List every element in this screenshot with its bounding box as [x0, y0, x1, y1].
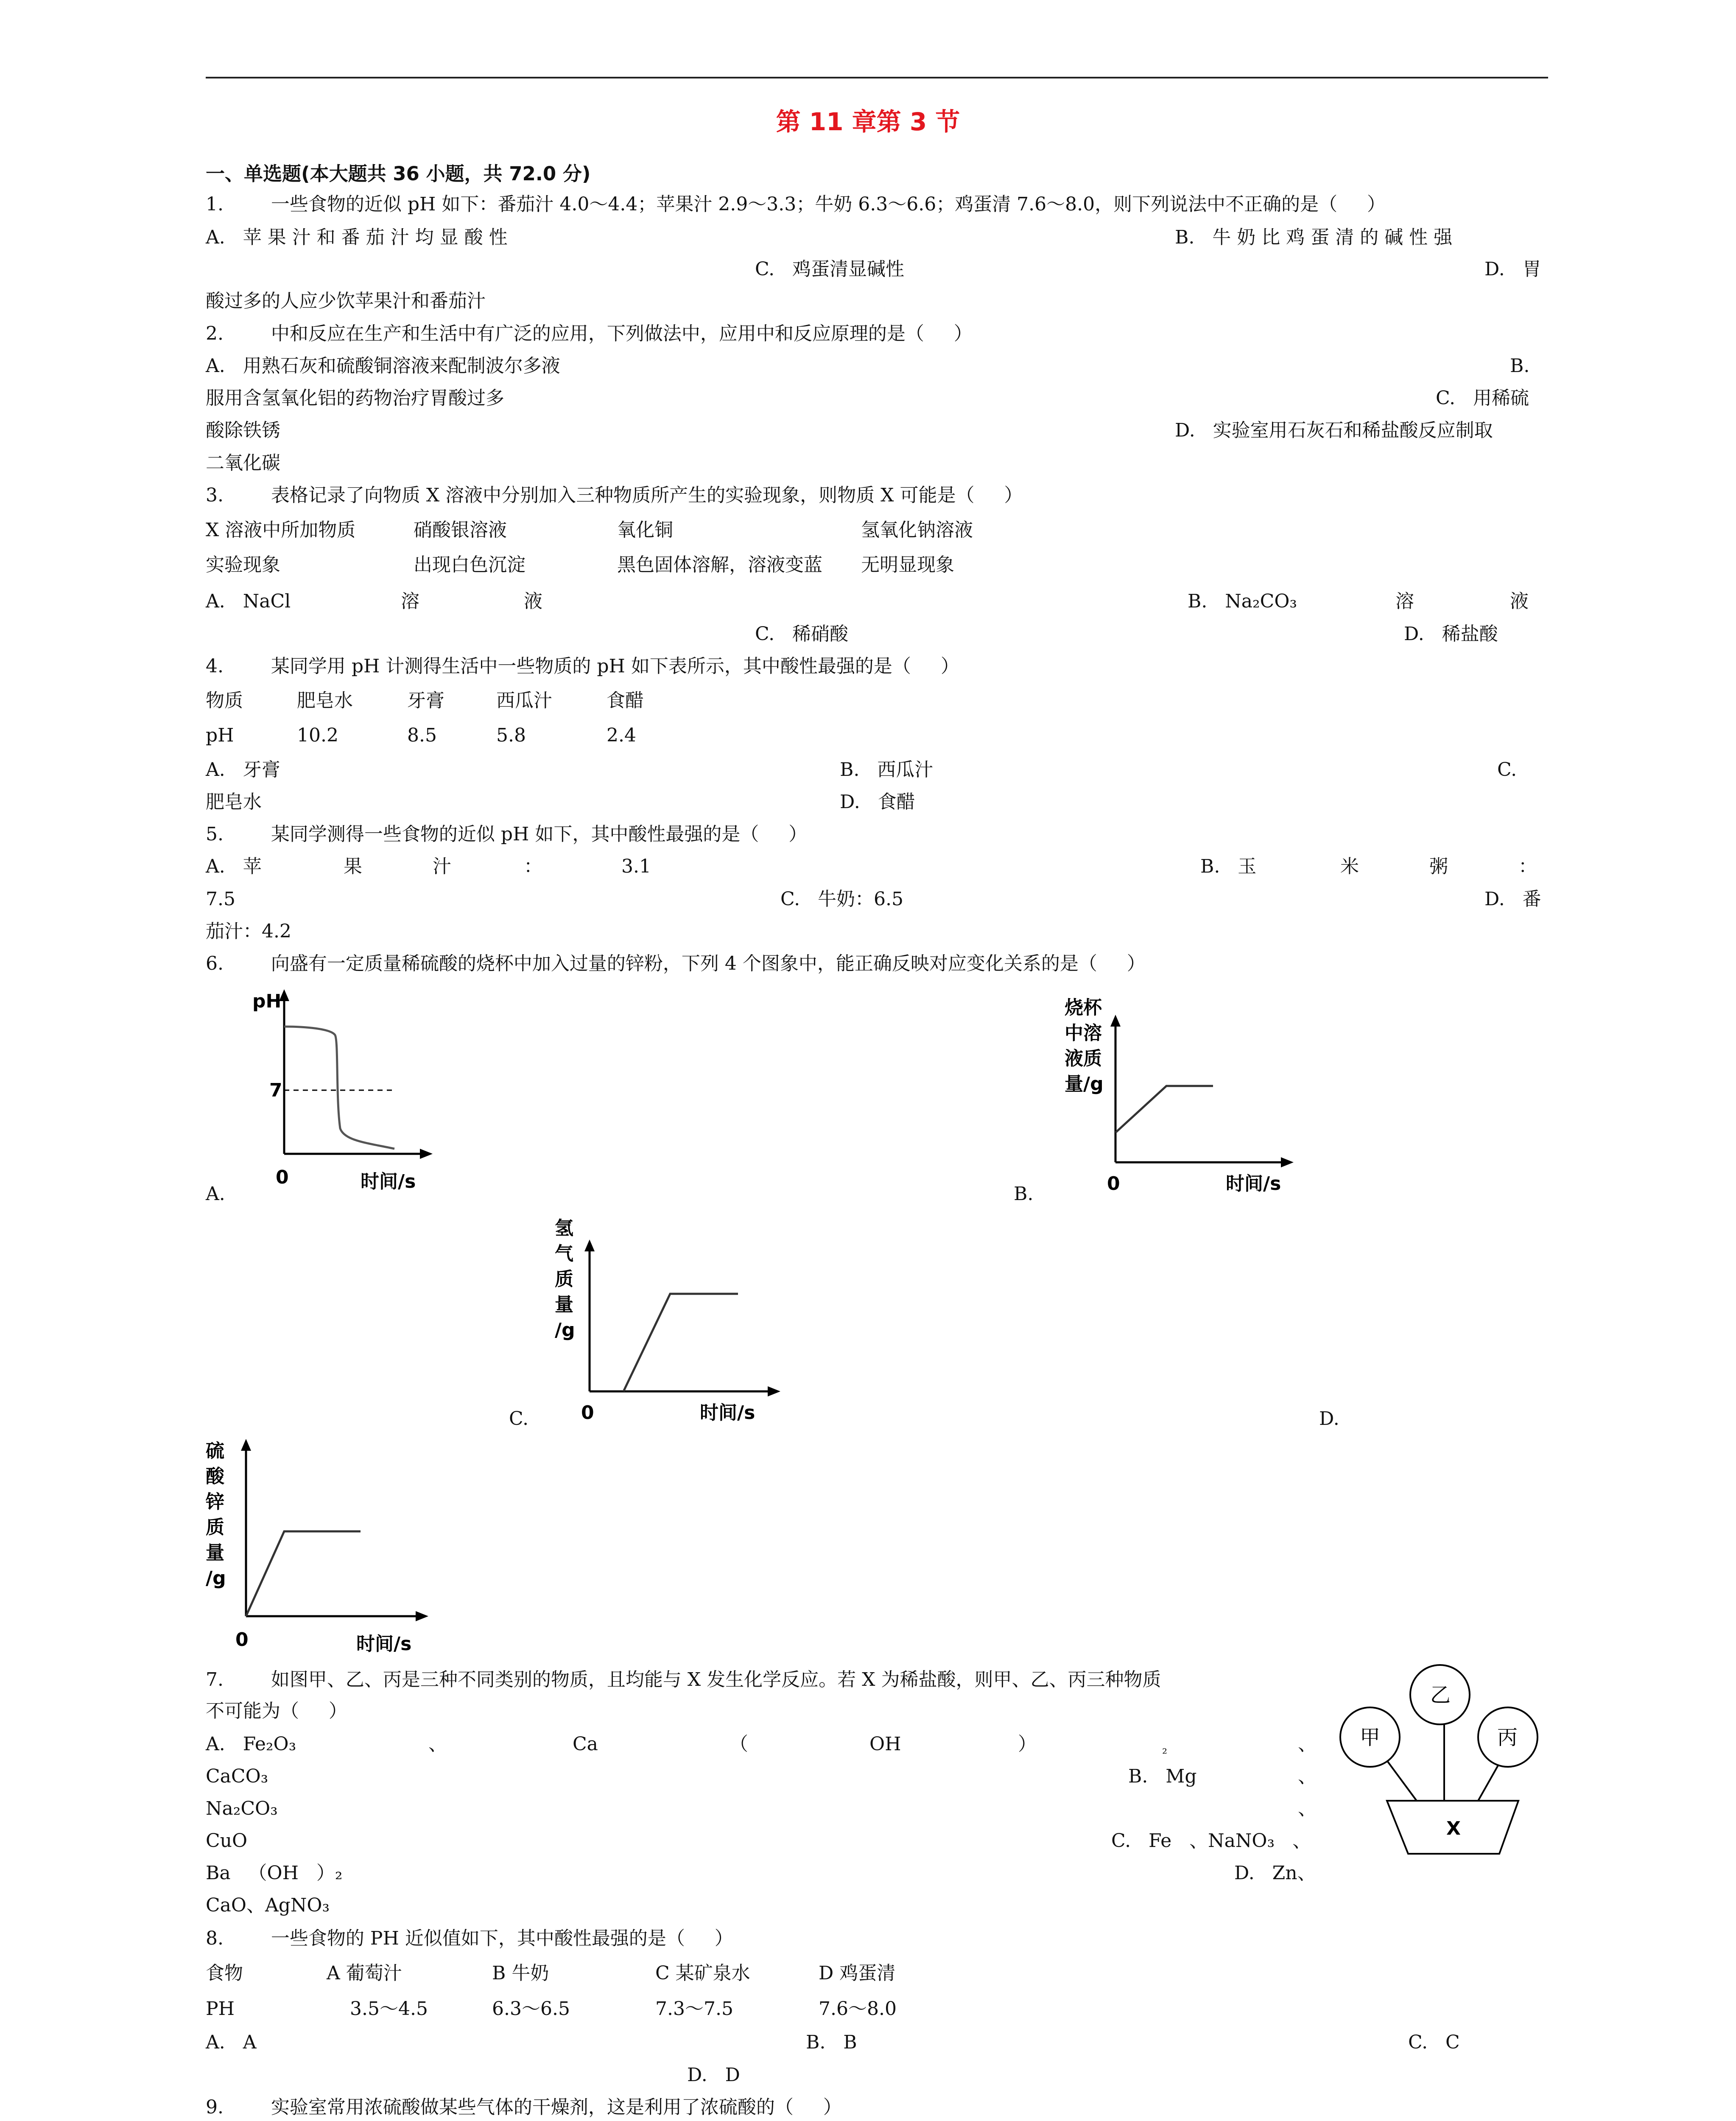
x-arrow — [768, 1386, 780, 1396]
q6-graph-b — [1056, 988, 1328, 1200]
q7-option-b-text: 、 — [1298, 1798, 1317, 1819]
q7-option-a-text: 、 — [428, 1733, 447, 1755]
y-axis-label-line: /g — [555, 1319, 575, 1341]
q8-option-d: D. D — [687, 2064, 740, 2086]
q4-table-cell: 5.8 — [496, 725, 526, 746]
y-axis-label-line: 氢 — [555, 1217, 573, 1239]
y-axis-label-line: 气 — [555, 1243, 573, 1265]
hydrogen-curve — [623, 1294, 738, 1391]
q4-option-c: C. — [1497, 759, 1517, 781]
q4-option-d: D. 食醋 — [840, 791, 915, 813]
y-arrow — [1110, 1015, 1121, 1027]
q3-table-cell: 硝酸银溶液 — [414, 519, 507, 541]
q7-option-b-text: 、 — [1298, 1766, 1317, 1787]
q8-table-cell: C 某矿泉水 — [655, 1962, 750, 1984]
q2-option-c: C. 用稀硫 — [1436, 387, 1529, 409]
q8-table-cell: D 鸡蛋清 — [819, 1962, 896, 1984]
q6-option-c: C. — [509, 1408, 529, 1430]
q8-stem: 8. 一些食物的 PH 近似值如下，其中酸性最强的是（ ） — [206, 1928, 733, 1949]
q6-graph-a — [246, 988, 458, 1200]
q7-diagram — [1332, 1654, 1552, 1875]
y-axis-label-line: 液质 — [1065, 1048, 1102, 1069]
q8-option-c: C. C — [1408, 2031, 1460, 2053]
header-rule — [206, 77, 1548, 78]
q5-option-a-text: 汁 — [433, 856, 451, 877]
q5-option-d-cont: 茄汁：4.2 — [206, 921, 291, 942]
x-axis-label: 时间/s — [356, 1633, 412, 1655]
q6-option-a: A. — [206, 1183, 225, 1205]
q3-option-a-text: 液 — [524, 590, 542, 612]
q5-option-b-text: 粥 — [1429, 856, 1448, 877]
q4-table-cell: 牙膏 — [407, 690, 444, 711]
q4-option-b: B. 西瓜汁 — [840, 759, 934, 781]
q3-stem: 3. 表格记录了向物质 X 溶液中分别加入三种物质所产生的实验现象，则物质 X 可能是（ ） — [206, 484, 1023, 506]
q4-table-cell: 食醋 — [607, 690, 644, 711]
q2-option-a: A. 用熟石灰和硫酸铜溶液来配制波尔多液 — [206, 355, 560, 377]
label-x: X — [1446, 1818, 1461, 1839]
q4-table-cell: pH — [206, 725, 234, 746]
q5-option-b: B. 玉 — [1200, 856, 1257, 877]
q2-option-b-cont: 服用含氢氧化铝的药物治疗胃酸过多 — [206, 387, 504, 409]
y-axis-label-line: 质 — [206, 1517, 224, 1538]
q2-stem: 2. 中和反应在生产和生活中有广泛的应用，下列做法中，应用中和反应原理的是（ ） — [206, 323, 973, 344]
q2-option-d-cont: 二氧化碳 — [206, 452, 280, 474]
y-axis-label-line: 硫 — [206, 1440, 224, 1462]
q7-stem-cont: 不可能为（ ） — [206, 1700, 347, 1722]
q5-option-a-text: 果 — [344, 856, 362, 877]
q8-table-cell: B 牛奶 — [492, 1962, 549, 1984]
y-axis-label-line: 质 — [555, 1268, 573, 1290]
label-bing: 丙 — [1497, 1726, 1518, 1749]
q3-table-cell: 黑色固体溶解，溶液变蓝 — [617, 554, 822, 576]
zinc-sulfate-curve — [246, 1531, 361, 1616]
q7-option-a-text: OH — [869, 1733, 901, 1755]
q5-option-c: C. 牛奶：6.5 — [780, 888, 904, 910]
y-axis-label-line: 量 — [206, 1542, 224, 1564]
q3-table-cell: X 溶液中所加物质 — [206, 519, 356, 541]
q6-option-b: B. — [1014, 1183, 1034, 1205]
q3-option-b: B. Na₂CO₃ — [1188, 590, 1297, 612]
q4-option-a: A. 牙膏 — [206, 759, 280, 781]
x-axis-label: 时间/s — [361, 1171, 416, 1192]
q7-option-b-cont: CuO — [206, 1830, 248, 1852]
label-jia: 甲 — [1360, 1726, 1381, 1749]
q7-option-d-cont: CaO、AgNO₃ — [206, 1894, 330, 1916]
q8-table-cell: 7.6～8.0 — [819, 1998, 897, 2020]
q4-table-cell: 物质 — [206, 690, 243, 711]
y-axis-label-line: /g — [206, 1567, 226, 1589]
q1-stem: 1. 一些食物的近似 pH 如下：番茄汁 4.0～4.4；苹果汁 2.9～3.3；牛奶 6.3～6.6；鸡蛋清 7.6～8.0，则下列说法中不正确的是（ ） — [206, 193, 1386, 215]
q5-option-d: D. 番 — [1484, 888, 1541, 910]
q3-option-d: D. 稀盐酸 — [1404, 623, 1498, 645]
q6-graph-d — [199, 1434, 445, 1659]
origin-label: 0 — [276, 1167, 289, 1188]
q4-table-cell: 2.4 — [607, 725, 636, 746]
q7-option-a-text: ₂ — [1162, 1742, 1168, 1757]
q4-option-c-cont: 肥皂水 — [206, 791, 262, 813]
x-axis-label: 时间/s — [700, 1402, 755, 1424]
q7-option-b-cont: Na₂CO₃ — [206, 1798, 278, 1819]
q8-table-cell: 3.5～4.5 — [350, 1998, 428, 2020]
q3-table-cell: 出现白色沉淀 — [414, 554, 526, 576]
y-axis-label-line: 量 — [555, 1294, 573, 1315]
q7-option-a: A. Fe₂O₃ — [206, 1733, 296, 1755]
q4-table-cell: 西瓜汁 — [496, 690, 552, 711]
q8-table-cell: 6.3～6.5 — [492, 1998, 570, 2020]
y-axis-label: pH — [252, 991, 282, 1012]
q4-stem: 4. 某同学用 pH 计测得生活中一些物质的 pH 如下表所示，其中酸性最强的是（ ） — [206, 655, 959, 677]
x-axis-label: 时间/s — [1226, 1173, 1281, 1195]
y-axis-label-line: 烧杯 — [1065, 997, 1102, 1019]
q3-table-cell: 氢氧化钠溶液 — [861, 519, 973, 541]
q3-option-c: C. 稀硝酸 — [755, 623, 849, 645]
q3-table-cell: 无明显现象 — [861, 554, 954, 576]
q1-option-a: A. 苹 果 汁 和 番 茄 汁 均 显 酸 性 — [206, 227, 508, 248]
q8-option-a: A. A — [206, 2031, 257, 2053]
q7-option-c: C. Fe 、NaNO₃ 、 — [1111, 1830, 1311, 1852]
x-arrow — [420, 1149, 433, 1159]
q5-option-b-text: 米 — [1340, 856, 1359, 877]
q7-option-a-text: 、 — [1298, 1733, 1317, 1755]
origin-label: 0 — [581, 1402, 594, 1424]
q5-stem: 5. 某同学测得一些食物的近似 pH 如下，其中酸性最强的是（ ） — [206, 823, 808, 845]
q5-option-a: A. 苹 — [206, 856, 262, 877]
q7-option-a-cont: CaCO₃ — [206, 1766, 268, 1787]
q1-option-d-cont: 酸过多的人应少饮苹果汁和番茄汁 — [206, 290, 486, 312]
q7-stem: 7. 如图甲、乙、丙是三种不同类别的物质，且均能与 X 发生化学反应。若 X 为稀盐酸，则甲、乙、丙三种物质 — [206, 1669, 1161, 1690]
q8-table-cell: A 葡萄汁 — [327, 1962, 402, 1984]
x-arrow — [1281, 1157, 1294, 1167]
origin-label: 0 — [235, 1629, 249, 1651]
x-arrow — [416, 1611, 428, 1621]
q3-table-cell: 氧化铜 — [617, 519, 673, 541]
q7-option-b: B. Mg — [1128, 1766, 1197, 1787]
q3-option-a: A. NaCl — [206, 590, 291, 612]
q4-table-cell: 肥皂水 — [297, 690, 353, 711]
q5-option-b-cont: 7.5 — [206, 888, 235, 910]
q2-option-c-cont: 酸除铁锈 — [206, 420, 280, 441]
q2-option-d: D. 实验室用石灰石和稀盐酸反应制取 — [1175, 420, 1493, 441]
q4-table-cell: 10.2 — [297, 725, 338, 746]
q2-option-b: B. — [1510, 355, 1530, 377]
q1-option-b: B. 牛 奶 比 鸡 蛋 清 的 碱 性 强 — [1175, 227, 1453, 248]
ph-curve — [284, 1027, 394, 1149]
y-arrow — [584, 1240, 595, 1251]
q3-option-a-text: 溶 — [401, 590, 419, 612]
q5-option-b-text: ： — [1518, 856, 1537, 877]
section-heading: 一、单选题(本大题共 36 小题，共 72.0 分) — [206, 162, 591, 185]
q1-option-d: D. 胃 — [1484, 258, 1541, 280]
q8-table-cell: 食物 — [206, 1962, 243, 1984]
q7-option-d: D. Zn、 — [1234, 1862, 1316, 1884]
y-axis-label-line: 量/g — [1065, 1073, 1104, 1095]
y-arrow — [241, 1439, 251, 1451]
q9-stem: 9. 实验室常用浓硫酸做某些气体的干燥剂，这是利用了浓硫酸的（ ） — [206, 2096, 842, 2118]
q6-graph-c — [547, 1213, 793, 1434]
q8-table-cell: 7.3～7.5 — [655, 1998, 733, 2020]
q6-stem: 6. 向盛有一定质量稀硫酸的烧杯中加入过量的锌粉，下列 4 个图象中，能正确反映对应变化关系的是（ ） — [206, 953, 1146, 974]
q3-option-b-text: 溶 — [1395, 590, 1414, 612]
q8-table-cell: PH — [206, 1998, 235, 2020]
q8-option-b: B. B — [806, 2031, 857, 2053]
q5-option-a-text: ： — [524, 856, 542, 877]
mass-curve — [1115, 1086, 1213, 1133]
q4-table-cell: 8.5 — [407, 725, 437, 746]
q3-table-cell: 实验现象 — [206, 554, 280, 576]
label-yi: 乙 — [1430, 1683, 1451, 1707]
origin-label: 0 — [1107, 1173, 1120, 1195]
q7-option-a-text: Ca — [573, 1733, 598, 1755]
q7-option-c-cont: Ba （OH ）₂ — [206, 1862, 343, 1884]
q1-option-c: C. 鸡蛋清显碱性 — [755, 258, 905, 280]
q3-option-b-text: 液 — [1510, 590, 1529, 612]
page-title: 第 11 章第 3 节 — [776, 107, 960, 136]
y-axis-label-line: 中溶 — [1065, 1022, 1102, 1044]
q7-option-a-text: ） — [1018, 1733, 1037, 1755]
q6-option-d: D. — [1319, 1408, 1339, 1430]
y-axis-label-line: 酸 — [206, 1466, 224, 1487]
y-axis-label-line: 锌 — [206, 1491, 224, 1513]
q5-option-a-text: 3.1 — [621, 856, 651, 877]
ph-7-mark: 7 — [269, 1080, 282, 1101]
q7-option-a-text: （ — [730, 1733, 748, 1755]
